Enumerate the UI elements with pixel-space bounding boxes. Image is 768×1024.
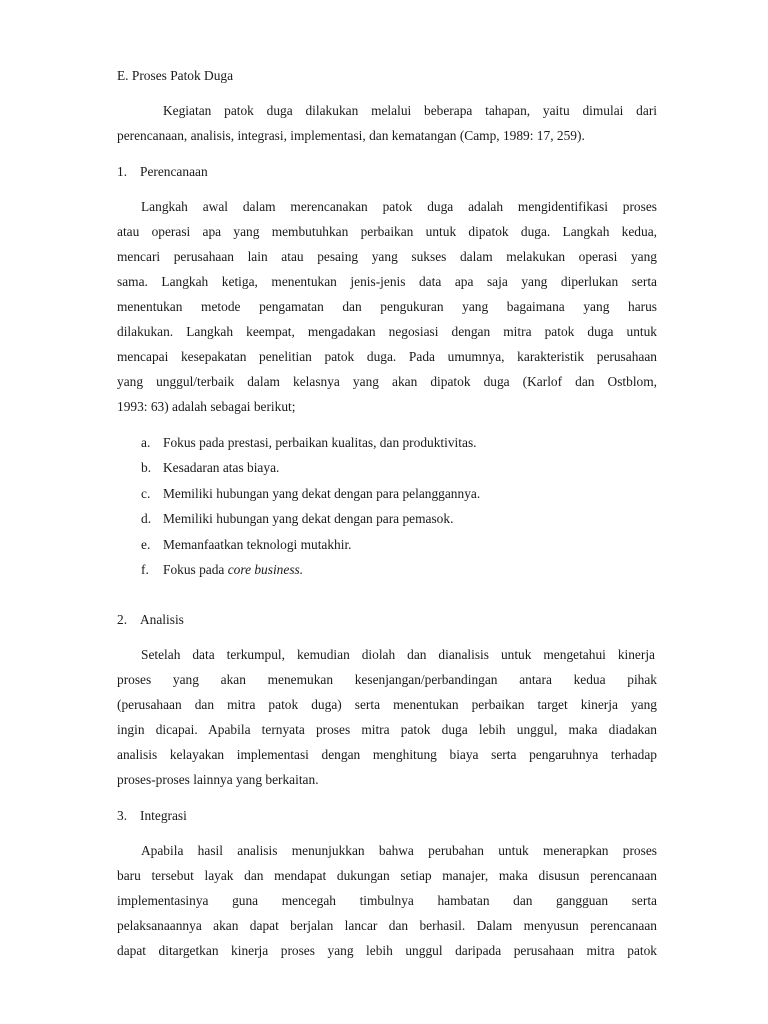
list-label-f: f. (141, 562, 149, 577)
section-1-title: Perencanaan (140, 164, 208, 179)
list-label-a: a. (141, 435, 151, 450)
section-1-line-5: menentukan metode pengamatan dan pengukuran yang bagaimana yang harus (117, 299, 657, 314)
list-label-b: b. (141, 460, 152, 475)
intro-line-2: perencanaan, analisis, integrasi, implementasi, dan kematangan (Camp, 1989: 17, 259). (117, 128, 585, 143)
list-item-f-prefix: Fokus pada (163, 562, 228, 577)
section-1-line-8: yang unggul/terbaik dalam kelasnya yang akan dipatok duga (Karlof dan Ostblom, (117, 374, 657, 389)
list-item-f (163, 562, 303, 578)
section-2-line-6: proses-proses lainnya yang berkaitan. (117, 772, 319, 787)
list-item-e: Memanfaatkan teknologi mutakhir. (163, 537, 352, 552)
section-1-line-9: 1993: 63) adalah sebagai berikut; (117, 399, 296, 414)
section-3-line-5: dapat ditargetkan kinerja proses yang lebih unggul daripada perusahaan mitra patok (117, 943, 657, 958)
section-2-title: Analisis (140, 612, 184, 627)
section-1-line-1: Langkah awal dalam merencanakan patok duga adalah mengidentifikasi proses (141, 199, 657, 214)
list-item-d: Memiliki hubungan yang dekat dengan para pemasok. (163, 511, 454, 526)
section-3-line-1: Apabila hasil analisis menunjukkan bahwa perubahan untuk menerapkan proses (141, 843, 657, 858)
section-2-line-5: analisis kelayakan implementasi dengan menghitung biaya serta pengaruhnya terhadap (117, 747, 657, 762)
section-2-line-2: proses yang akan menemukan kesenjangan/perbandingan antara kedua pihak (117, 672, 657, 687)
intro-line-1: Kegiatan patok duga dilakukan melalui beberapa tahapan, yaitu dimulai dari (163, 103, 657, 118)
section-2-number: 2. (117, 612, 128, 627)
section-3-title: Integrasi (140, 808, 187, 823)
list-item-a: Fokus pada prestasi, perbaikan kualitas, dan produktivitas. (163, 435, 477, 450)
section-2-line-3: (perusahaan dan mitra patok duga) serta menentukan perbaikan target kinerja yang (117, 697, 657, 712)
section-3-line-2: baru tersebut layak dan mendapat dukungan setiap manajer, maka disusun perencanaan (117, 868, 657, 883)
section-2-line-4: ingin dicapai. Apabila ternyata proses mitra patok duga lebih unggul, maka diadakan (117, 722, 657, 737)
document-page (117, 0, 657, 1024)
section-3-line-3: implementasinya guna mencegah timbulnya hambatan dan gangguan serta (117, 893, 657, 908)
section-2-line-1: Setelah data terkumpul, kemudian diolah dan dianalisis untuk mengetahui kinerja (141, 647, 655, 662)
list-label-c: c. (141, 486, 151, 501)
section-3-line-4: pelaksanaannya akan dapat berjalan lancar dan berhasil. Dalam menyusun perencanaan (117, 918, 657, 933)
list-item-c: Memiliki hubungan yang dekat dengan para pelanggannya. (163, 486, 481, 501)
section-1-line-4: sama. Langkah ketiga, menentukan jenis-jenis data apa saja yang diperlukan serta (117, 274, 657, 289)
section-1-line-3: mencari perusahaan lain atau pesaing yang sukses dalam melakukan operasi yang (117, 249, 657, 264)
list-item-b: Kesadaran atas biaya. (163, 460, 280, 475)
section-1-line-7: mencapai kesepakatan penelitian patok duga. Pada umumnya, karakteristik perusahaan (117, 349, 657, 364)
section-heading: E. Proses Patok Duga (117, 68, 234, 83)
list-label-e: e. (141, 537, 151, 552)
section-1-line-6: dilakukan. Langkah keempat, mengadakan negosiasi dengan mitra patok duga untuk (117, 324, 657, 339)
section-3-number: 3. (117, 808, 128, 823)
list-item-f-italic: core business. (227, 562, 304, 577)
section-1-number: 1. (117, 164, 128, 179)
section-1-line-2: atau operasi apa yang membutuhkan perbaikan untuk dipatok duga. Langkah kedua, (117, 224, 657, 239)
list-label-d: d. (141, 511, 152, 526)
